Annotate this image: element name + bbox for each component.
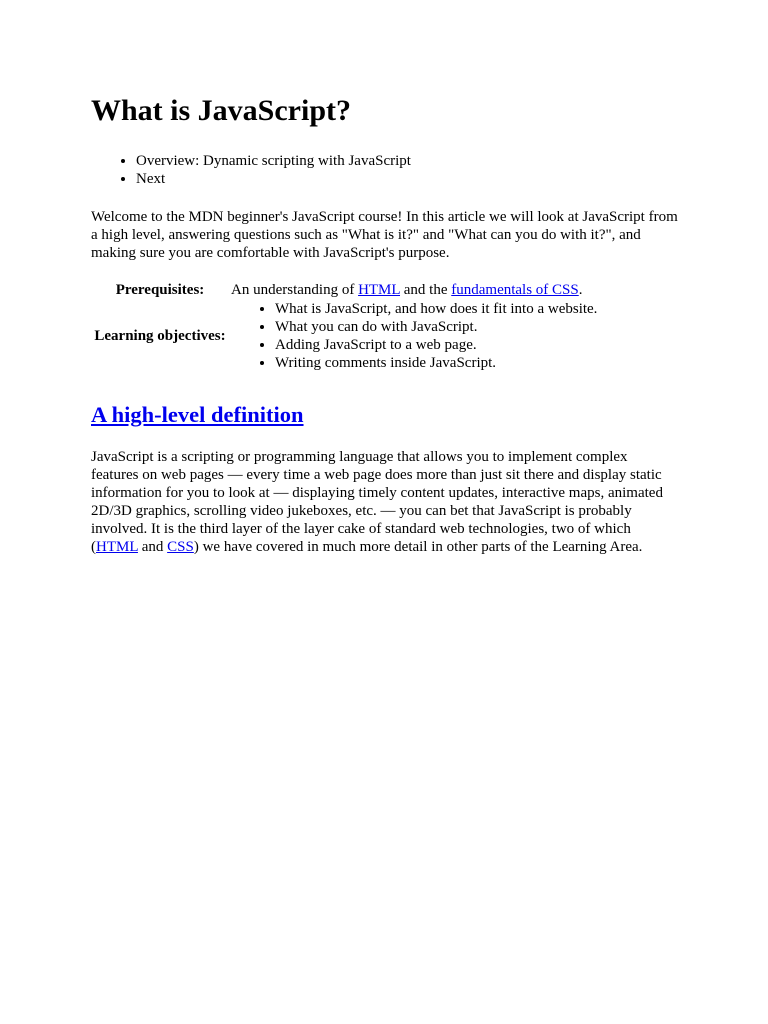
html-link[interactable]: HTML [358,282,401,298]
objective-item: • What you can do with JavaScript. [275,318,597,336]
css-fundamentals-link[interactable]: fundamentals of CSS [451,282,579,298]
learning-box [91,280,597,372]
prereq-text: . [578,282,583,298]
prerequisites-value [229,280,597,300]
definition-text: and [137,539,168,555]
page-title: What is JavaScript? [91,94,352,127]
prerequisites-row [91,280,597,300]
css-link[interactable]: CSS [167,539,194,555]
prerequisites-label: Prerequisites: [115,282,205,298]
objectives-list [231,300,597,372]
objective-item: • Adding JavaScript to a web page. [275,336,597,354]
objectives-value [229,300,597,372]
objective-item: • What is JavaScript, and how does it fit into a website. [275,300,597,318]
nav-item-next[interactable]: • Next [136,170,678,188]
objectives-label: Learning objectives: [94,327,226,344]
article-nav [91,152,678,188]
nav-item-overview[interactable]: • Overview: Dynamic scripting with JavaScript [136,152,678,170]
html-link[interactable]: HTML [96,539,138,555]
definition-paragraph [91,448,678,556]
section-heading [91,400,678,430]
prereq-text: and the [400,282,452,298]
objective-item: • Writing comments inside JavaScript. [275,354,597,372]
prereq-text: An understanding of [231,282,359,298]
section-heading-link[interactable]: A high-level definition [91,402,304,427]
objectives-row [91,300,597,372]
definition-text: JavaScript is a scripting or programming language that allows you to implement complex features on web pages — every time a web page does more than just sit there and display static information for you to look at — displaying timely content updates, interactive maps, animated 2D/3D graphics, scrolling video jukeboxes, etc. — you can bet that JavaScript is probably involved. It is the third layer of the layer cake of standard web technologies, two of which ( [91,449,663,555]
intro-paragraph: Welcome to the MDN beginner's JavaScript course! In this article we will look at JavaScript from a high level, answering questions such as "What is it?" and "What can you do with it?", and making sure you are comfortable with JavaScript's purpose. [91,209,678,261]
definition-text: ) we have covered in much more detail in other parts of the Learning Area. [193,539,643,555]
